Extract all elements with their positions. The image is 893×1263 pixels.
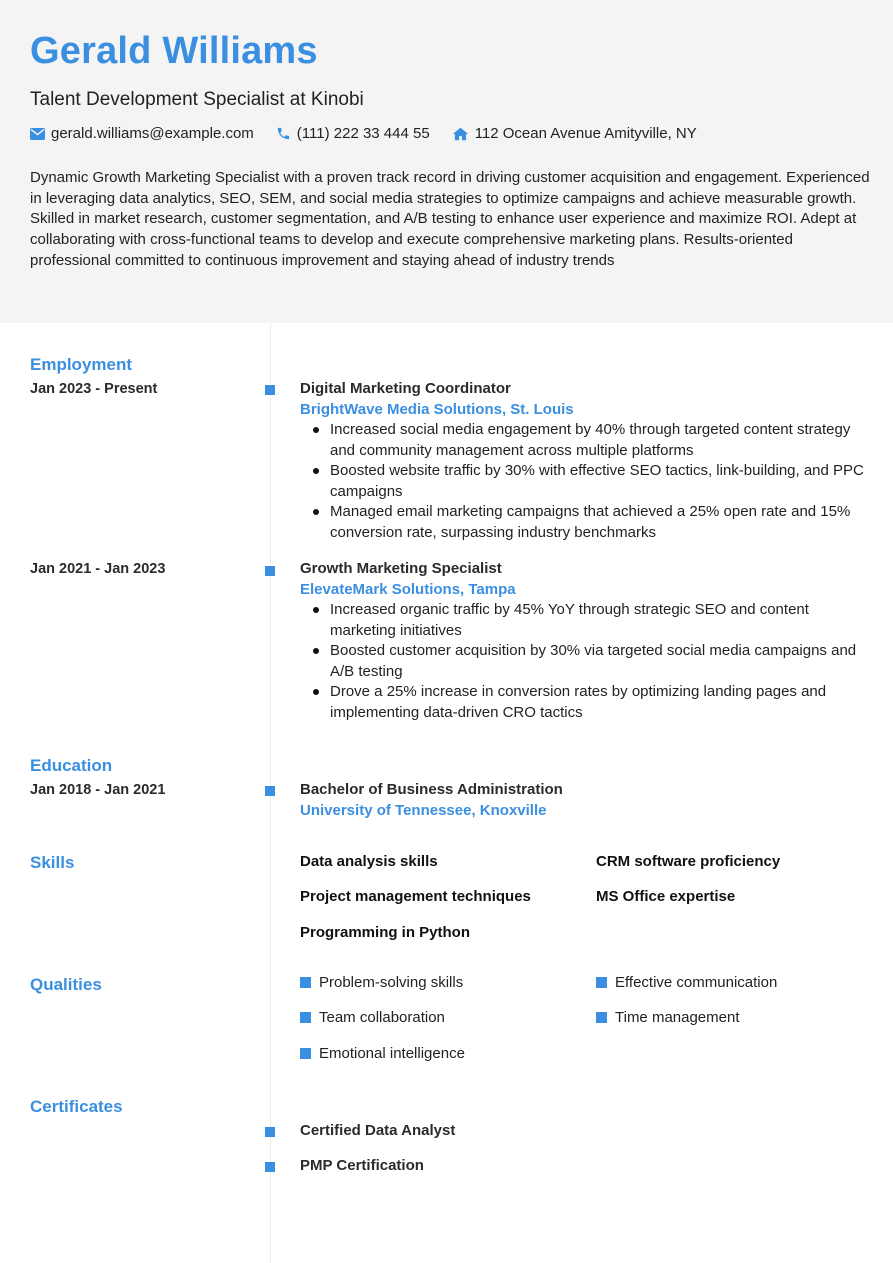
timeline-marker	[265, 1127, 275, 1137]
job-title: Talent Development Specialist at Kinobi	[30, 89, 364, 110]
skill-item: Data analysis skills	[300, 853, 438, 870]
employment-heading: Employment	[30, 355, 133, 374]
job-2-organization: ElevateMark Solutions, Tampa	[300, 581, 516, 598]
list-item: Drove a 25% increase in conversion rates by optimizing landing pages and implementing data-driven CRO tactics	[300, 682, 870, 723]
square-bullet-icon	[300, 1048, 311, 1059]
contact-phone[interactable]	[276, 125, 430, 142]
job-1-role: Digital Marketing Coordinator	[300, 380, 511, 397]
quality-item	[596, 1009, 740, 1026]
candidate-name: Gerald Williams	[30, 30, 318, 72]
list-item: Managed email marketing campaigns that achieved a 25% open rate and 15% conversion rate, surpassing industry benchmarks	[300, 502, 870, 543]
skills-heading: Skills	[30, 853, 75, 872]
email-text[interactable]: gerald.williams@example.com	[51, 125, 254, 142]
skill-item: MS Office expertise	[596, 888, 736, 905]
contact-info	[30, 125, 719, 142]
job-2-dates: Jan 2021 - Jan 2023	[30, 561, 166, 577]
square-bullet-icon	[300, 1012, 311, 1023]
square-bullet-icon	[300, 977, 311, 988]
skill-item: Project management techniques	[300, 888, 531, 905]
timeline-marker	[265, 385, 275, 395]
job-2-bullets	[300, 600, 870, 724]
timeline-marker	[265, 566, 275, 576]
job-2-role: Growth Marketing Specialist	[300, 560, 502, 577]
address-text: 112 Ocean Avenue Amityville, NY	[474, 125, 697, 142]
quality-item	[596, 974, 777, 991]
qualities-heading: Qualities	[30, 975, 102, 994]
job-1-organization: BrightWave Media Solutions, St. Louis	[300, 401, 574, 418]
timeline-marker	[265, 786, 275, 796]
quality-label: Team collaboration	[319, 1009, 445, 1026]
phone-icon	[276, 126, 291, 141]
contact-email[interactable]	[30, 125, 254, 142]
timeline-marker	[265, 1162, 275, 1172]
profile-summary: Dynamic Growth Marketing Specialist with a proven track record in driving customer acquisition and engagement. Experienced in leveraging data analytics, SEO, SEM, and social media strategies to optimize campaigns and achieve measurable growth. Skilled in market research, customer segmentation, and A/B testing to enhance user experience and maximize ROI. Adept at collaborating with cross-functional teams to develop and execute comprehensive marketing plans. Results-oriented professional committed to continuous improvement and staying ahead of industry trends	[30, 169, 870, 269]
quality-item	[300, 1009, 445, 1026]
skill-item: CRM software proficiency	[596, 853, 781, 870]
envelope-icon	[30, 128, 45, 140]
contact-address	[452, 125, 697, 142]
certificate-item: Certified Data Analyst	[300, 1122, 456, 1139]
education-degree: Bachelor of Business Administration	[300, 781, 563, 798]
quality-item	[300, 1045, 465, 1062]
quality-item	[300, 974, 463, 991]
square-bullet-icon	[596, 977, 607, 988]
quality-label: Time management	[615, 1009, 740, 1026]
education-dates: Jan 2018 - Jan 2021	[30, 782, 166, 798]
education-school: University of Tennessee, Knoxville	[300, 802, 547, 819]
home-icon	[452, 127, 469, 141]
list-item: Boosted customer acquisition by 30% via targeted social media campaigns and A/B testing	[300, 641, 870, 682]
certificates-heading: Certificates	[30, 1097, 123, 1116]
list-item: Increased organic traffic by 45% YoY through strategic SEO and content marketing initiatives	[300, 600, 870, 641]
quality-label: Effective communication	[615, 974, 778, 991]
square-bullet-icon	[596, 1012, 607, 1023]
list-item: Increased social media engagement by 40% through targeted content strategy and community management across multiple platforms	[300, 420, 870, 461]
quality-label: Problem-solving skills	[319, 974, 464, 991]
skill-item: Programming in Python	[300, 924, 471, 941]
job-1-dates: Jan 2023 - Present	[30, 381, 158, 397]
quality-label: Emotional intelligence	[319, 1045, 465, 1062]
list-item: Boosted website traffic by 30% with effective SEO tactics, link-building, and PPC campaigns	[300, 461, 870, 502]
certificate-item: PMP Certification	[300, 1157, 424, 1174]
phone-text[interactable]: (111) 222 33 444 55	[296, 125, 430, 142]
job-1-bullets	[300, 420, 870, 544]
education-heading: Education	[30, 756, 113, 775]
resume-header	[0, 0, 893, 323]
